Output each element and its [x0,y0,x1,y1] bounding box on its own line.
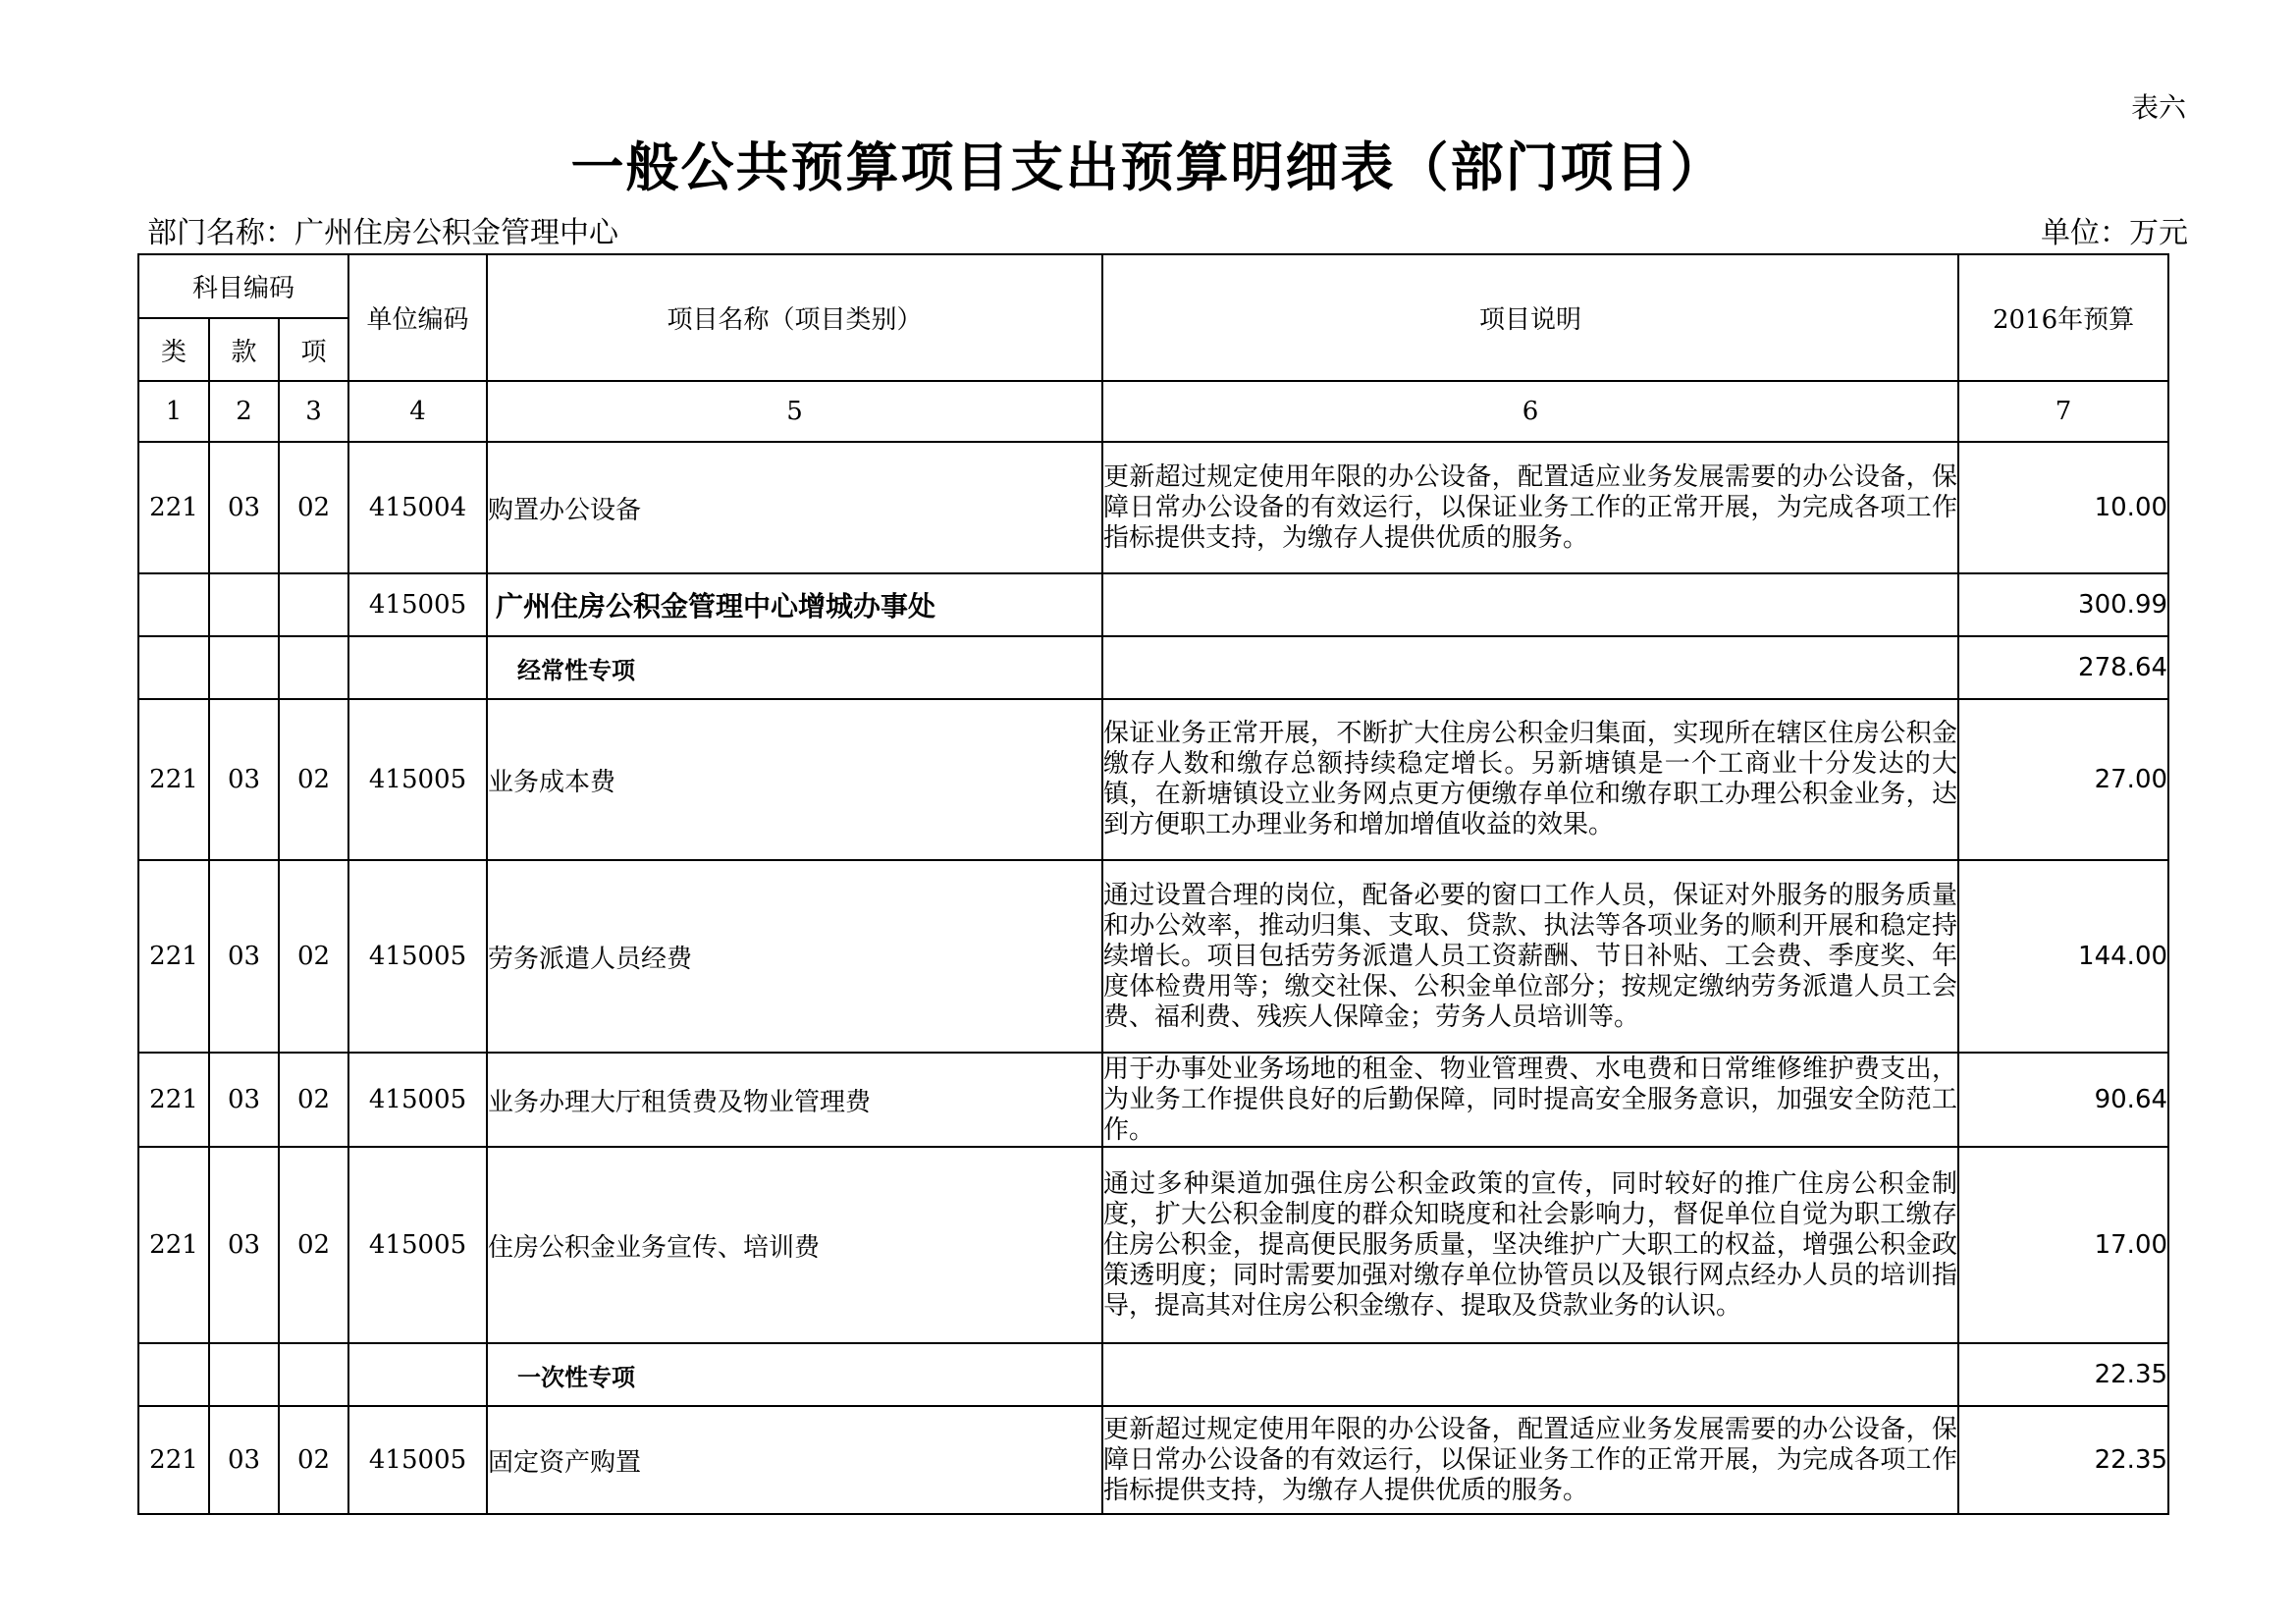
index-cell: 6 [1102,381,1958,442]
xiang-cell: 02 [279,1147,348,1343]
table-row [138,573,2168,636]
unit-code-cell: 415004 [348,442,487,573]
kuan-cell: 03 [209,1053,279,1147]
department-name: 部门名称：广州住房公积金管理中心 [147,216,618,250]
amount-cell: 90.64 [1958,1053,2168,1147]
header-xiang: 项 [279,318,348,381]
project-desc-cell: 通过设置合理的岗位，配备必要的窗口工作人员，保证对外服务的服务质量和办公效率，推动归集、支取、贷款、执法等各项业务的顺利开展和稳定持续增长。项目包括劳务派遣人员工资薪酬、节日补贴、工会费、季度奖、年度体检费用等；缴交社保、公积金单位部分；按规定缴纳劳务派遣人员工会费、福利费、残疾人保障金；劳务人员培训等。 [1102,860,1958,1053]
project-name-cell: 购置办公设备 [487,442,1102,573]
unit-code-cell: 415005 [348,1053,487,1147]
project-desc-cell: 更新超过规定使用年限的办公设备，配置适应业务发展需要的办公设备，保障日常办公设备的有效运行，以保证业务工作的正常开展，为完成各项工作指标提供支持，为缴存人提供优质的服务。 [1102,1406,1958,1514]
unit-code-cell: 415005 [348,860,487,1053]
xiang-cell: 02 [279,1406,348,1514]
kuan-cell: 03 [209,442,279,573]
unit-code-cell: 415005 [348,1147,487,1343]
header-project-name: 项目名称（项目类别） [487,254,1102,381]
project-name-cell: 住房公积金业务宣传、培训费 [487,1147,1102,1343]
kuan-cell [209,1343,279,1406]
index-cell: 4 [348,381,487,442]
header-lei: 类 [138,318,209,381]
table-row [138,1053,2168,1147]
amount-cell: 22.35 [1958,1343,2168,1406]
index-row [138,381,2168,442]
amount-cell: 144.00 [1958,860,2168,1053]
xiang-cell [279,636,348,699]
header-subject-code: 科目编码 [138,254,348,318]
amount-unit: 单位：万元 [2041,216,2188,250]
xiang-cell: 02 [279,442,348,573]
kuan-cell: 03 [209,860,279,1053]
xiang-cell [279,573,348,636]
kuan-cell: 03 [209,699,279,860]
project-name-cell: 业务成本费 [487,699,1102,860]
amount-cell: 27.00 [1958,699,2168,860]
project-name-cell: 经常性专项 [487,636,1102,699]
index-cell: 5 [487,381,1102,442]
index-cell: 7 [1958,381,2168,442]
unit-code-cell: 415005 [348,573,487,636]
index-cell: 2 [209,381,279,442]
lei-cell: 221 [138,1053,209,1147]
header-project-desc: 项目说明 [1102,254,1958,381]
lei-cell: 221 [138,699,209,860]
unit-code-cell [348,1343,487,1406]
amount-cell: 278.64 [1958,636,2168,699]
project-desc-cell [1102,573,1958,636]
project-name-cell: 业务办理大厅租赁费及物业管理费 [487,1053,1102,1147]
xiang-cell: 02 [279,860,348,1053]
table-row [138,1406,2168,1514]
amount-cell: 300.99 [1958,573,2168,636]
header-budget: 2016年预算 [1958,254,2168,381]
table-row [138,636,2168,699]
project-name-cell: 一次性专项 [487,1343,1102,1406]
lei-cell: 221 [138,442,209,573]
xiang-cell: 02 [279,699,348,860]
unit-code-cell [348,636,487,699]
project-name-cell: 固定资产购置 [487,1406,1102,1514]
table-row [138,442,2168,573]
kuan-cell [209,573,279,636]
header-row-1 [138,254,2168,318]
project-name-cell: 劳务派遣人员经费 [487,860,1102,1053]
index-cell: 3 [279,381,348,442]
project-desc-cell: 通过多种渠道加强住房公积金政策的宣传，同时较好的推广住房公积金制度，扩大公积金制度的群众知晓度和社会影响力，督促单位自觉为职工缴存住房公积金，提高便民服务质量，坚决维护广大职工的权益，增强公积金政策透明度；同时需要加强对缴存单位协管员以及银行网点经办人员的培训指导，提高其对住房公积金缴存、提取及贷款业务的认识。 [1102,1147,1958,1343]
header-unit-code: 单位编码 [348,254,487,381]
budget-table [137,253,2169,1515]
unit-code-cell: 415005 [348,699,487,860]
project-desc-cell: 保证业务正常开展，不断扩大住房公积金归集面，实现所在辖区住房公积金缴存人数和缴存总额持续稳定增长。另新塘镇是一个工商业十分发达的大镇，在新塘镇设立业务网点更方便缴存单位和缴存职工办理公积金业务，达到方便职工办理业务和增加增值收益的效果。 [1102,699,1958,860]
project-desc-cell [1102,1343,1958,1406]
lei-cell: 221 [138,1147,209,1343]
lei-cell [138,573,209,636]
table-number: 表六 [2130,91,2186,124]
lei-cell: 221 [138,1406,209,1514]
lei-cell: 221 [138,860,209,1053]
table-row [138,1147,2168,1343]
project-name-cell: 广州住房公积金管理中心增城办事处 [487,573,1102,636]
project-desc-cell [1102,636,1958,699]
kuan-cell [209,636,279,699]
table-row [138,860,2168,1053]
project-desc-cell: 用于办事处业务场地的租金、物业管理费、水电费和日常维修维护费支出，为业务工作提供良好的后勤保障，同时提高安全服务意识，加强安全防范工作。 [1102,1053,1958,1147]
table-row [138,699,2168,860]
project-desc-cell: 更新超过规定使用年限的办公设备，配置适应业务发展需要的办公设备，保障日常办公设备的有效运行，以保证业务工作的正常开展，为完成各项工作指标提供支持，为缴存人提供优质的服务。 [1102,442,1958,573]
xiang-cell: 02 [279,1053,348,1147]
unit-code-cell: 415005 [348,1406,487,1514]
kuan-cell: 03 [209,1147,279,1343]
amount-cell: 10.00 [1958,442,2168,573]
lei-cell [138,1343,209,1406]
page-title: 一般公共预算项目支出预算明细表（部门项目） [570,136,1726,198]
index-cell: 1 [138,381,209,442]
xiang-cell [279,1343,348,1406]
amount-cell: 22.35 [1958,1406,2168,1514]
kuan-cell: 03 [209,1406,279,1514]
table-row [138,1343,2168,1406]
lei-cell [138,636,209,699]
amount-cell: 17.00 [1958,1147,2168,1343]
header-kuan: 款 [209,318,279,381]
